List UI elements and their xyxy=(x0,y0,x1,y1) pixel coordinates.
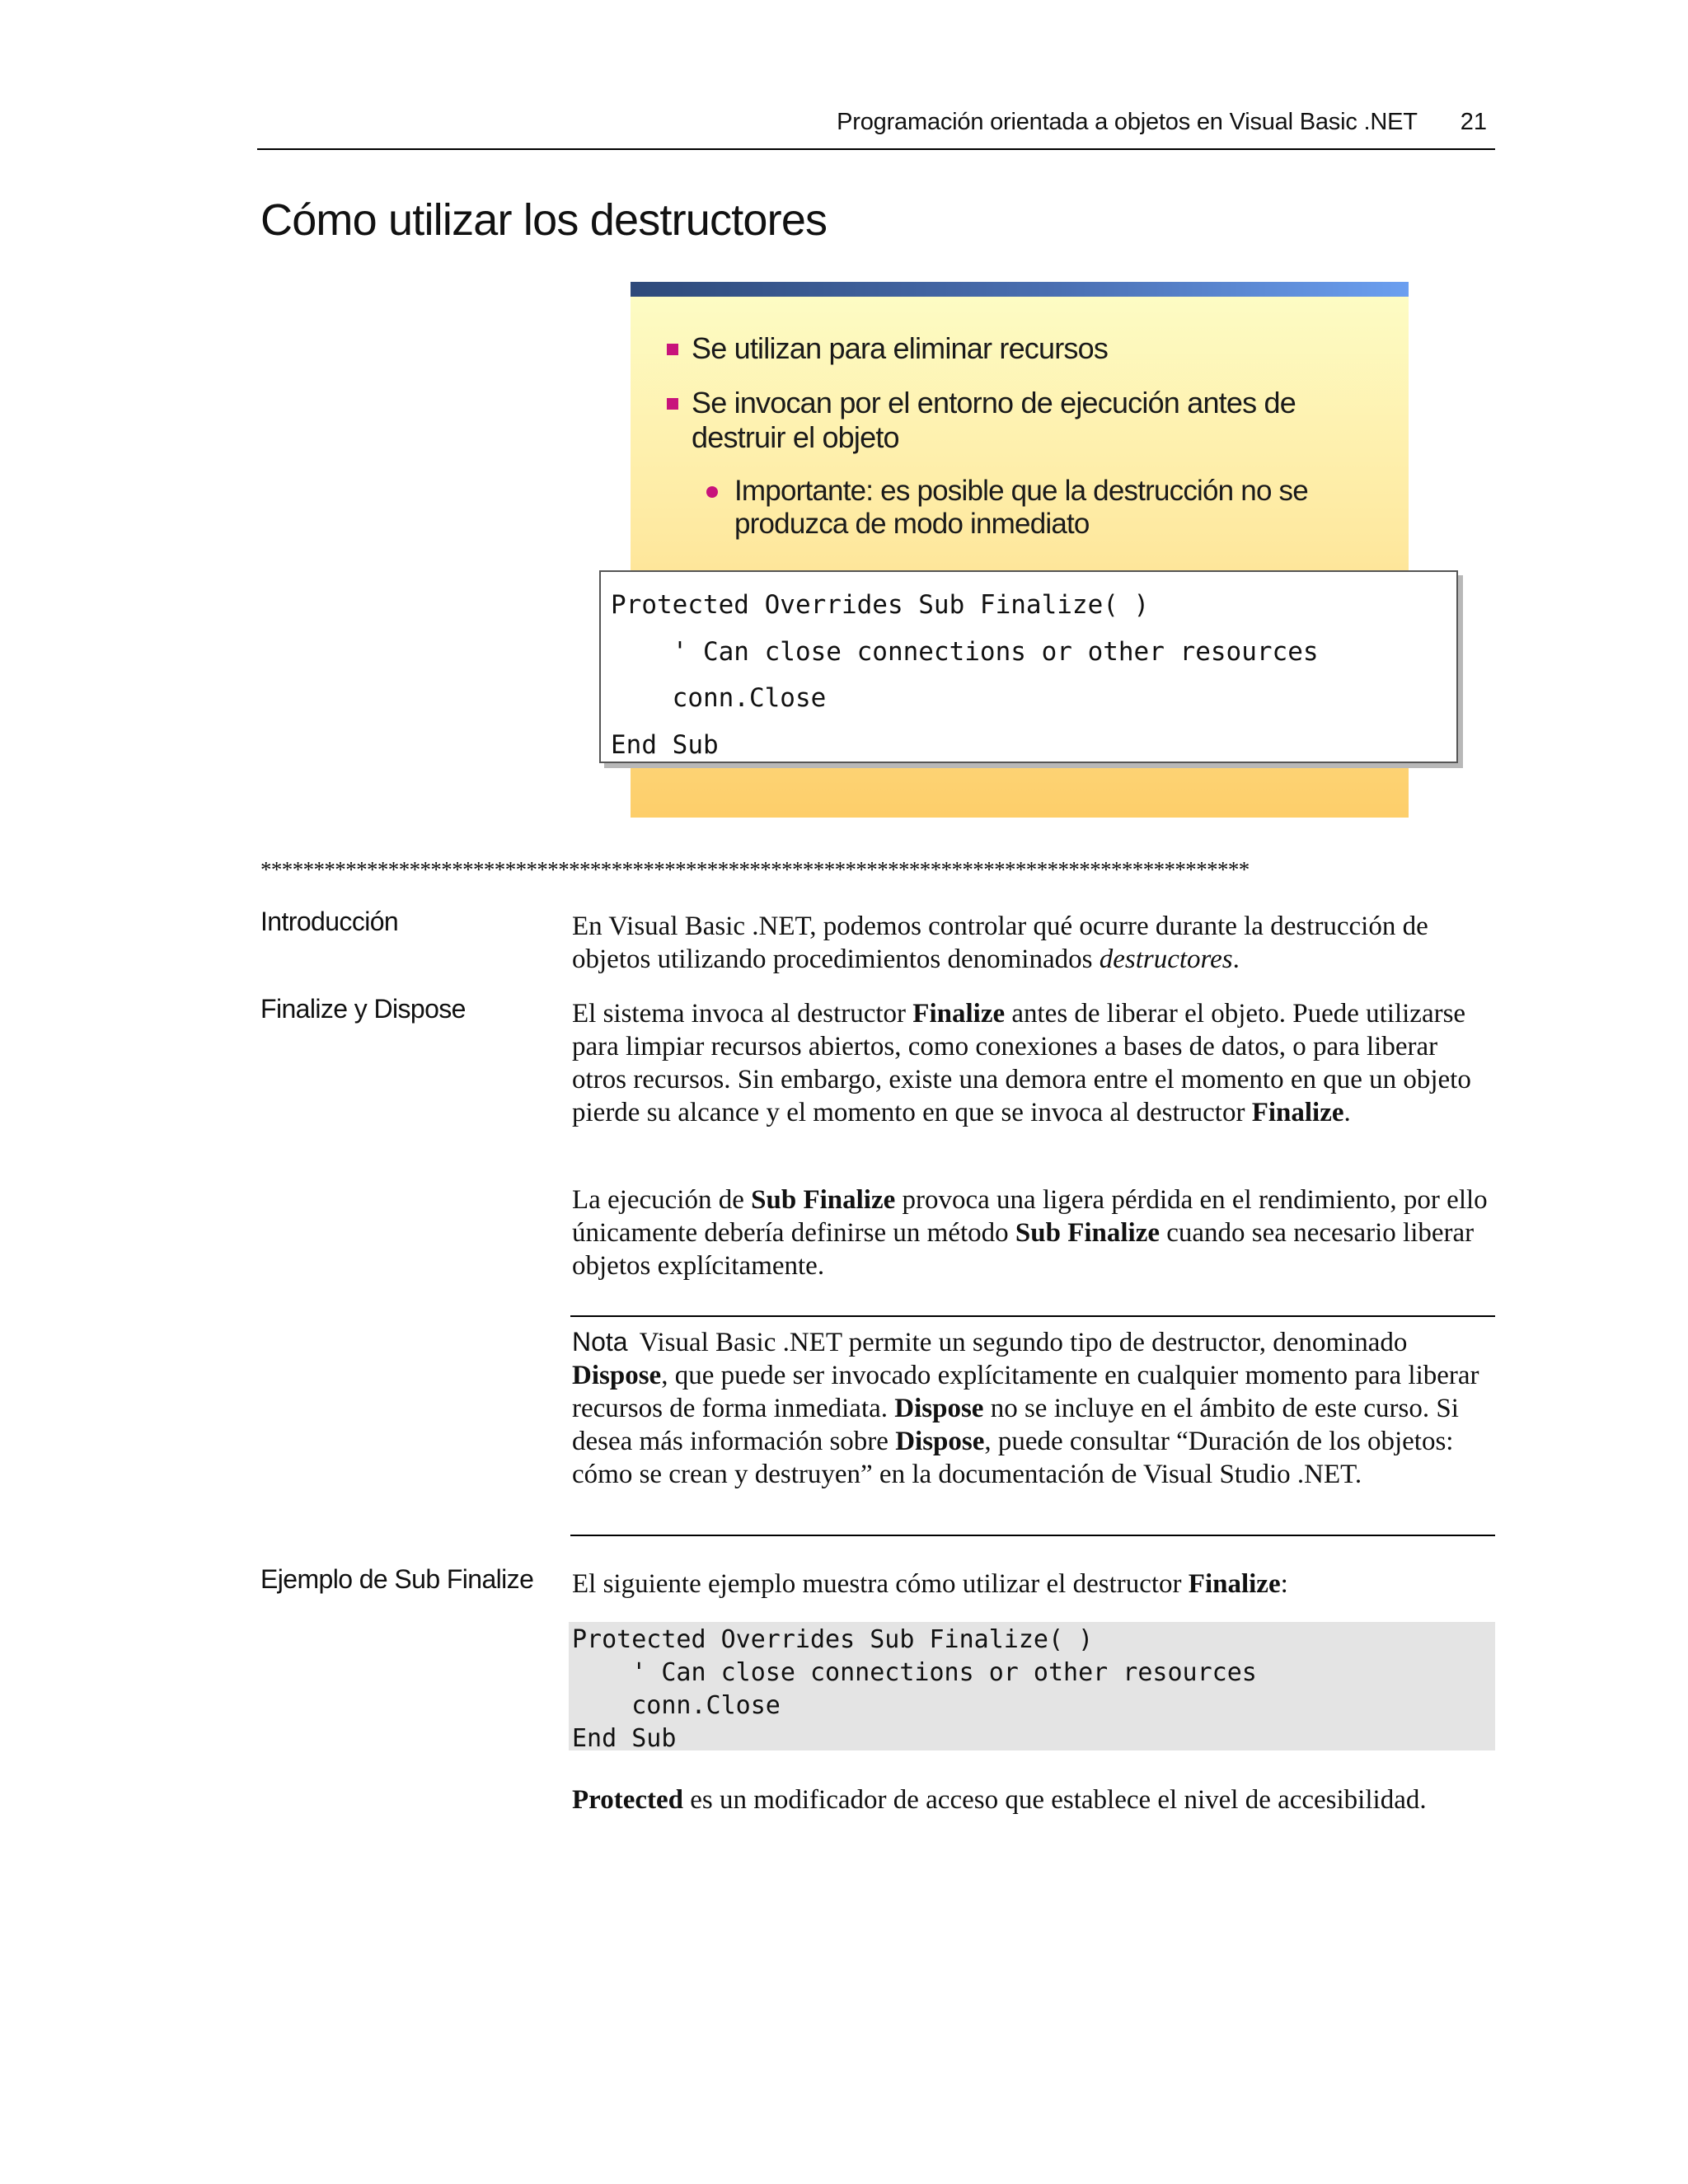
code-line: Protected Overrides Sub Finalize( ) xyxy=(572,1625,1094,1654)
slide-bullets xyxy=(663,331,1372,541)
code-line: End Sub xyxy=(611,729,719,760)
intro-paragraph: En Visual Basic .NET, podemos controlar qué ocurre durante la destrucción de objetos utilizando procedimientos denominados destructores. xyxy=(572,912,1428,974)
slide-sub-bullet: Importante: es posible que la destrucción no se produzca de modo inmediato xyxy=(663,475,1311,541)
round-bullet-icon xyxy=(706,486,718,498)
example-code-block xyxy=(569,1622,1495,1753)
label-introduccion: Introducción xyxy=(260,907,399,936)
note-box xyxy=(570,1315,1495,1536)
page-title: Cómo utilizar los destructores xyxy=(260,195,828,245)
square-bullet-icon xyxy=(667,398,678,410)
page-number: 21 xyxy=(1460,109,1487,135)
running-header xyxy=(257,109,1495,150)
code-line: conn.Close xyxy=(572,1691,781,1720)
note-paragraph: Nota Visual Basic .NET permite un segundo tipo de destructor, denominado Dispose, que puede ser invocado explícitamente en cualquier momento para liberar recursos de forma inmediata. Dispose no se incluye en el ámbito de este curso. Si desea más información sobre Dispose, puede consultar “Duración de los objetos: cómo se crean y destruyen” en la documentación de Visual Studio .NET. xyxy=(572,1327,1479,1489)
slide-title-bar xyxy=(631,282,1409,297)
code-line: conn.Close xyxy=(611,683,827,713)
slide-code-box xyxy=(599,570,1458,763)
code-line: ' Can close connections or other resources xyxy=(611,636,1319,667)
note-label: Nota xyxy=(572,1327,628,1357)
finalize-paragraph-1: El sistema invoca al destructor Finalize antes de liberar el objeto. Puede utilizarse para limpiar recursos abiertos, como conexiones a bases de datos, o para liberar otros recursos. Sin embargo, existe una demora entre el momento en que un objeto pierde su alcance y el momento en que se invoca al destructor Finalize. xyxy=(572,999,1471,1127)
code-line: End Sub xyxy=(572,1724,677,1753)
square-bullet-icon xyxy=(667,344,678,355)
slide-bullet: Se invocan por el entorno de ejecución antes de destruir el objeto xyxy=(663,386,1318,455)
label-ejemplo: Ejemplo de Sub Finalize xyxy=(260,1564,534,1594)
slide-bullet: Se utilizan para eliminar recursos xyxy=(663,331,1372,366)
separator-line: ********************************************************************************************* xyxy=(260,857,1250,882)
code-line: ' Can close connections or other resources xyxy=(572,1658,1257,1687)
example-closing: Protected es un modificador de acceso que establece el nivel de accesibilidad. xyxy=(572,1785,1427,1815)
code-line: Protected Overrides Sub Finalize( ) xyxy=(611,590,1150,620)
book-title: Programación orientada a objetos en Visual Basic .NET xyxy=(837,109,1418,135)
example-intro: El siguiente ejemplo muestra cómo utilizar el destructor Finalize: xyxy=(572,1569,1288,1599)
label-finalize-dispose: Finalize y Dispose xyxy=(260,994,466,1024)
finalize-paragraph-2: La ejecución de Sub Finalize provoca una ligera pérdida en el rendimiento, por ello únicamente debería definirse un método Sub Finalize cuando sea necesario liberar objetos explícitamente. xyxy=(572,1185,1488,1281)
